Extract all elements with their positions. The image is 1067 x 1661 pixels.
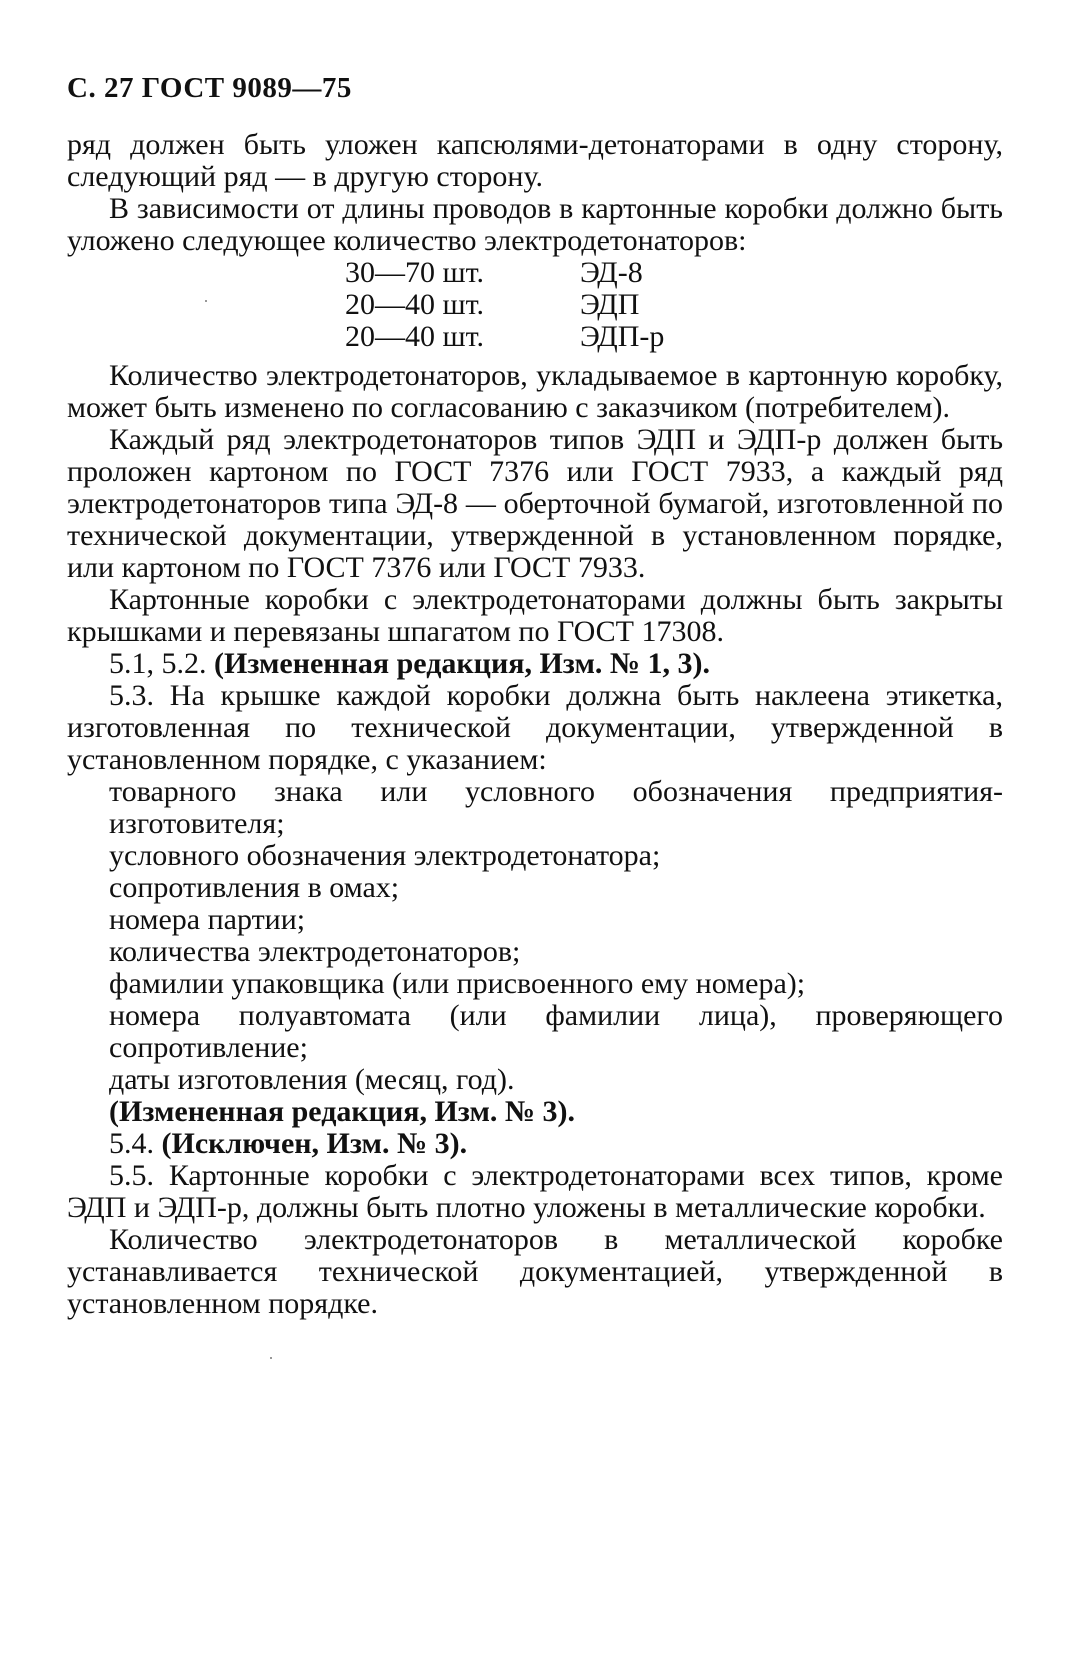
list-item: даты изготовления (месяц, год).	[109, 1063, 515, 1096]
table-row	[345, 289, 765, 321]
paragraph-metal-box: Количество электродетонаторов в металлической коробке устанавливается технической документацией, утвержденной в установленном порядке.	[67, 1223, 1003, 1320]
paragraph-box-quantity: Количество электродетонаторов, укладываемое в картонную коробку, может быть изменено по согласованию с заказчиком (потребителем).	[67, 359, 1003, 424]
list-item: сопротивления в омах;	[109, 871, 400, 904]
paragraph-box-closing: Картонные коробки с электродетонаторами должны быть закрыты крышками и перевязаны шпагатом по ГОСТ 17308.	[67, 583, 1003, 648]
list-item: количества электродетонаторов;	[109, 935, 521, 968]
quantity-cell: 20—40 шт.	[345, 288, 484, 321]
list-item: товарного знака или условного обозначения предприятия-изготовителя;	[109, 775, 1003, 840]
clause-number: 5.1, 5.2.	[109, 647, 207, 680]
clause-5-4	[67, 1128, 1003, 1160]
intro-paragraph: В зависимости от длины проводов в картонные коробки должно быть уложено следующее количество электродетонаторов:	[67, 192, 1003, 257]
page-header: С. 27 ГОСТ 9089—75	[67, 72, 352, 104]
table-row	[345, 321, 765, 353]
list-item: фамилии упаковщика (или присвоенного ему номера);	[109, 967, 806, 1000]
paragraph-row-padding: Каждый ряд электродетонаторов типов ЭДП и ЭДП-р должен быть проложен картоном по ГОСТ 7376 или ГОСТ 7933, а каждый ряд электродетонаторов типа ЭД-8 — оберточной бумагой, изготовленной по технической документации, утвержденной в установленном порядке, или картоном по ГОСТ 7376 или ГОСТ 7933.	[67, 423, 1003, 584]
amendment-note	[67, 1096, 1003, 1128]
scan-speck	[205, 300, 207, 302]
clause-number: 5.4.	[109, 1127, 154, 1160]
list-item: условного обозначения электродетонатора;	[109, 839, 661, 872]
amendment-note	[67, 648, 1003, 680]
amendment-text: (Исключен, Изм. № 3).	[161, 1127, 468, 1160]
clause-5-3: 5.3. На крышке каждой коробки должна быть наклеена этикетка, изготовленная по технической документации, утвержденной в установленном порядке, с указанием:	[67, 679, 1003, 776]
intro-continuation: ряд должен быть уложен капсюлями-детонаторами в одну сторону, следующий ряд — в другую сторону.	[67, 128, 1003, 193]
type-cell: ЭДП-р	[580, 320, 665, 353]
scan-speck	[270, 1357, 272, 1359]
body-block	[67, 360, 1003, 1320]
amendment-text: (Измененная редакция, Изм. № 1, 3).	[214, 647, 711, 680]
intro-block	[67, 129, 1003, 257]
list-item: номера полуавтомата (или фамилии лица), проверяющего сопротивление;	[109, 999, 1003, 1064]
clause-5-5: 5.5. Картонные коробки с электродетонаторами всех типов, кроме ЭДП и ЭДП-р, должны быть плотно уложены в металлические коробки.	[67, 1159, 1003, 1224]
table-row	[345, 257, 765, 289]
list-item: номера партии;	[109, 903, 306, 936]
quantity-table	[345, 257, 765, 353]
quantity-cell: 20—40 шт.	[345, 320, 484, 353]
quantity-cell: 30—70 шт.	[345, 256, 484, 289]
type-cell: ЭД-8	[580, 256, 643, 289]
type-cell: ЭДП	[580, 288, 640, 321]
amendment-text: (Измененная редакция, Изм. № 3).	[109, 1095, 576, 1128]
